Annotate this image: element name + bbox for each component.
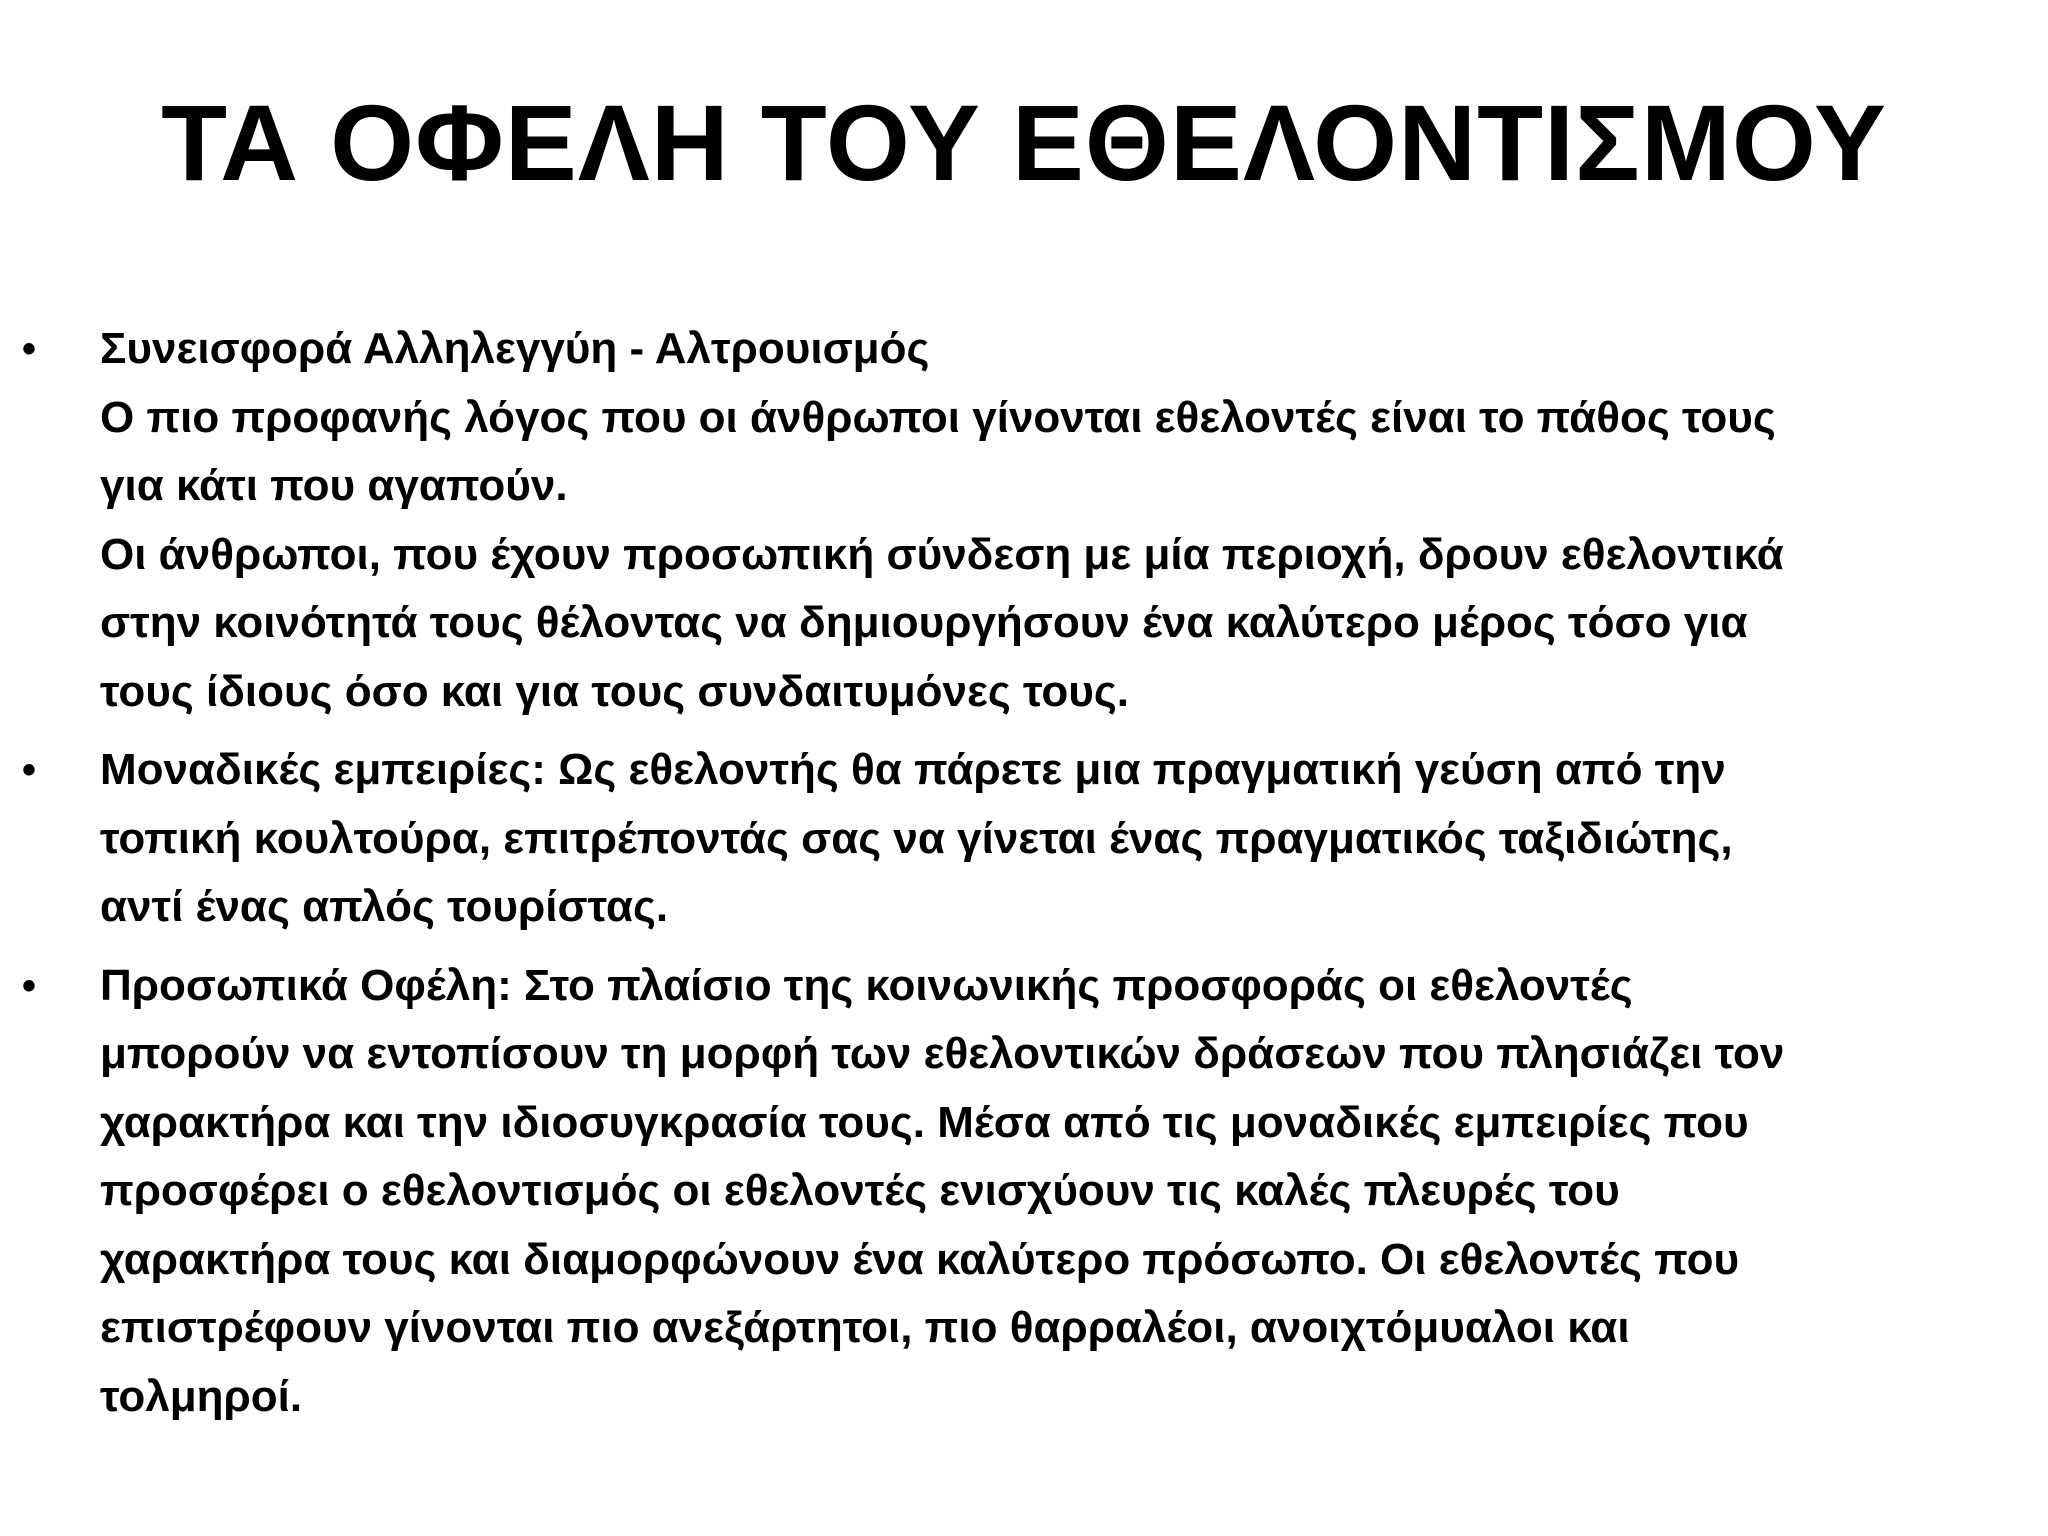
bullet-text-line: τους ίδιους όσο και για τους συνδαιτυμόνες τους. [100,666,1129,716]
bullet-item-personal-benefits [0,952,2048,1432]
bullet-text-line: Ο πιο προφανής λόγος που οι άνθρωποι γίνονται εθελοντές είναι το πάθος τους [100,392,1776,442]
bullet-dot-icon: • [22,327,37,371]
bullet-text-line: μπορούν να εντοπίσουν τη μορφή των εθελοντικών δράσεων που πλησιάζει τον [100,1029,1785,1078]
bullet-text-line: τοπική κουλτούρα, επιτρέποντάς σας να γίνεται ένας πραγματικός ταξιδιώτης, [100,813,1733,863]
bullet-dot-icon: • [22,963,37,1008]
bullet-text-line: Προσωπικά Οφέλη: Στο πλαίσιο της κοινωνικής προσφοράς οι εθελοντές [100,960,1633,1010]
bullet-item-solidarity [0,315,2048,726]
bullet-text-line: Μοναδικές εμπειρίες: Ως εθελοντής θα πάρετε μια πραγματική γεύση από την [100,745,1726,794]
bullet-list [0,315,2048,1441]
bullet-text-line: χαρακτήρα τους και διαμορφώνουν ένα καλύτερο πρόσωπο. Οι εθελοντές που [100,1234,1740,1284]
bullet-text-line: για κάτι που αγαπούν. [100,461,568,510]
bullet-text-line: Οι άνθρωποι, που έχουν προσωπική σύνδεση με μία περιοχή, δρουν εθελοντικά [100,529,1784,579]
bullet-text-line: επιστρέφουν γίνονται πιο ανεξάρτητοι, πιο θαρραλέοι, ανοιχτόμυαλοι και [100,1303,1630,1352]
bullet-text-line: προσφέρει ο εθελοντισμός οι εθελοντές ενισχύουν τις καλές πλευρές του [100,1166,1620,1215]
bullet-text-line: τολμηροί. [100,1371,303,1421]
bullet-text-line: στην κοινότητά τους θέλοντας να δημιουργήσουν ένα καλύτερο μέρος τόσο για [100,598,1748,647]
bullet-text-line: χαρακτήρα και την ιδιοσυγκρασία τους. Μέσα από τις μοναδικές εμπειρίες που [100,1097,1749,1147]
slide-title: ΤΑ ΟΦΕΛΗ ΤΟΥ ΕΘΕΛΟΝΤΙΣΜΟΥ [161,82,1887,203]
bullet-dot-icon: • [22,748,37,792]
bullet-text-line: αντί ένας απλός τουρίστας. [100,882,669,931]
bullet-item-unique-experiences [0,736,2048,942]
bullet-text-line: Συνεισφορά Αλληλεγγύη - Αλτρουισμός [100,324,930,373]
